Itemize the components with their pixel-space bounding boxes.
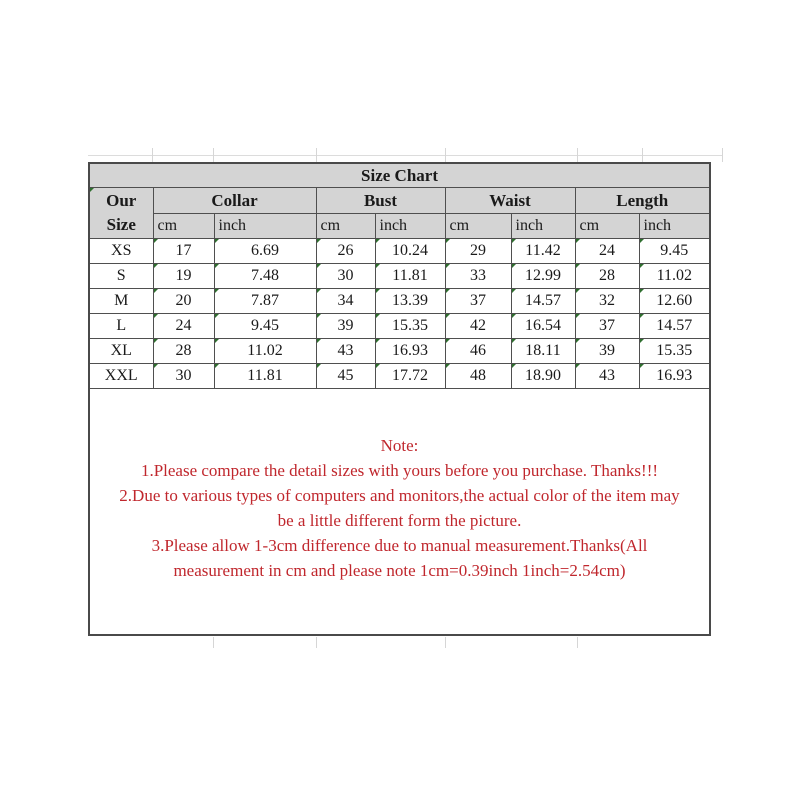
bust-inch-unit-header: inch [375,214,445,239]
xs-collar-inch: 6.69 [214,239,316,264]
s-waist-inch: 12.99 [511,264,575,289]
m-collar-inch: 7.87 [214,289,316,314]
our-size-header-line2: Size [106,215,136,234]
xxl-waist-cm: 48 [445,364,511,389]
bust-group-header: Bust [316,188,445,214]
m-collar-cm: 20 [153,289,214,314]
s-collar-cm: 19 [153,264,214,289]
m-bust-cm: 34 [316,289,375,314]
xs-bust-cm: 26 [316,239,375,264]
length-cm-unit-header: cm [575,214,639,239]
size-label: M [90,289,153,314]
gridline-artifact [316,148,317,162]
xl-length-cm: 39 [575,339,639,364]
size-label: XS [90,239,153,264]
table-row-l [90,314,709,339]
gridline-artifact [642,148,643,162]
note-line-2: 2.Due to various types of computers and monitors,the actual color of the item may [119,485,680,505]
l-length-inch: 14.57 [639,314,709,339]
xxl-length-inch: 16.93 [639,364,709,389]
note-line-3-cont: measurement in cm and please note 1cm=0.39inch 1inch=2.54cm) [173,560,626,580]
gridline-artifact [577,148,578,162]
collar-group-header: Collar [153,188,316,214]
m-waist-cm: 37 [445,289,511,314]
l-bust-cm: 39 [316,314,375,339]
table-title: Size Chart [90,164,709,188]
xs-collar-cm: 17 [153,239,214,264]
size-chart-table [90,164,709,389]
m-length-inch: 12.60 [639,289,709,314]
note-line-2-cont: be a little different form the picture. [277,510,522,530]
size-label: XL [90,339,153,364]
bust-cm-unit-header: cm [316,214,375,239]
collar-inch-unit-header: inch [214,214,316,239]
note-block [90,381,709,634]
m-length-cm: 32 [575,289,639,314]
gridline-artifact [213,148,214,162]
length-inch-unit-header: inch [639,214,709,239]
gridline-artifact [445,637,446,648]
l-waist-inch: 16.54 [511,314,575,339]
size-chart-frame [88,162,711,636]
gridline-artifact [88,155,722,156]
gridline-artifact [316,637,317,648]
our-size-header-line1: Our [106,191,137,210]
xl-waist-cm: 46 [445,339,511,364]
xs-length-cm: 24 [575,239,639,264]
gridline-artifact [152,148,153,162]
xl-waist-inch: 18.11 [511,339,575,364]
size-label: S [90,264,153,289]
s-length-cm: 28 [575,264,639,289]
xs-waist-inch: 11.42 [511,239,575,264]
xl-bust-cm: 43 [316,339,375,364]
xxl-bust-inch: 17.72 [375,364,445,389]
xl-bust-inch: 16.93 [375,339,445,364]
l-collar-cm: 24 [153,314,214,339]
waist-cm-unit-header: cm [445,214,511,239]
l-bust-inch: 15.35 [375,314,445,339]
s-bust-cm: 30 [316,264,375,289]
table-row-xs [90,239,709,264]
our-size-header [90,188,153,239]
l-collar-inch: 9.45 [214,314,316,339]
table-row-s [90,264,709,289]
xl-collar-cm: 28 [153,339,214,364]
size-label: XXL [90,364,153,389]
gridline-artifact [445,148,446,162]
waist-group-header: Waist [445,188,575,214]
gridline-artifact [577,637,578,648]
xxl-bust-cm: 45 [316,364,375,389]
size-label: L [90,314,153,339]
xs-length-inch: 9.45 [639,239,709,264]
note-line-1: 1.Please compare the detail sizes with yours before you purchase. Thanks!!! [140,460,659,480]
xxl-collar-inch: 11.81 [214,364,316,389]
note-heading: Note: [380,435,419,455]
m-bust-inch: 13.39 [375,289,445,314]
collar-cm-unit-header: cm [153,214,214,239]
length-group-header: Length [575,188,709,214]
s-waist-cm: 33 [445,264,511,289]
s-bust-inch: 11.81 [375,264,445,289]
xs-waist-cm: 29 [445,239,511,264]
xxl-collar-cm: 30 [153,364,214,389]
xxl-waist-inch: 18.90 [511,364,575,389]
s-length-inch: 11.02 [639,264,709,289]
table-row-xl [90,339,709,364]
gridline-artifact [213,637,214,648]
xs-bust-inch: 10.24 [375,239,445,264]
table-row-m [90,289,709,314]
s-collar-inch: 7.48 [214,264,316,289]
note-line-3: 3.Please allow 1-3cm difference due to manual measurement.Thanks(All [151,535,648,555]
m-waist-inch: 14.57 [511,289,575,314]
l-waist-cm: 42 [445,314,511,339]
xxl-length-cm: 43 [575,364,639,389]
waist-inch-unit-header: inch [511,214,575,239]
xl-collar-inch: 11.02 [214,339,316,364]
gridline-artifact [722,148,723,162]
l-length-cm: 37 [575,314,639,339]
xl-length-inch: 15.35 [639,339,709,364]
